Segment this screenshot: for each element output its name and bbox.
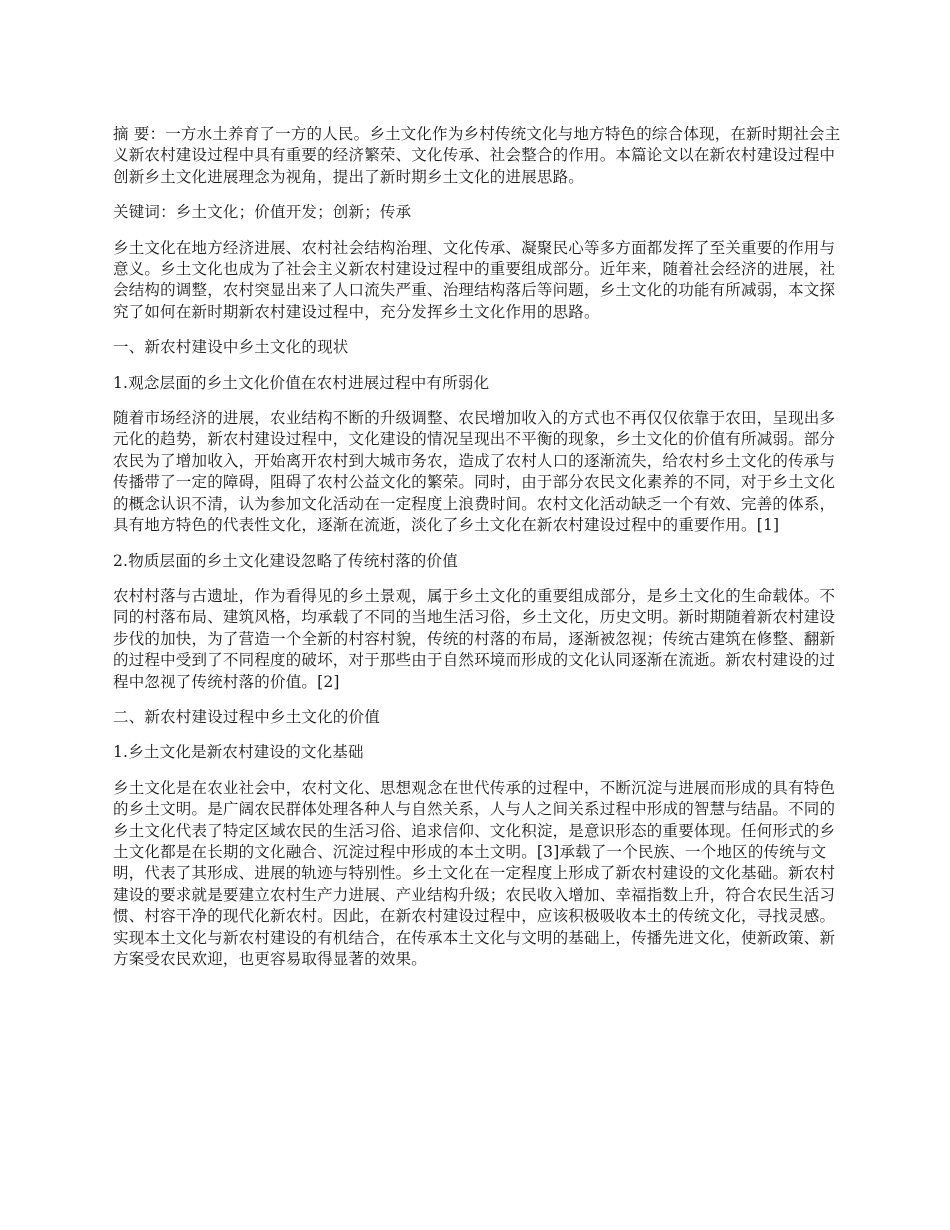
section-2-heading: 二、新农村建设过程中乡土文化的价值 (113, 707, 380, 726)
section-1-paragraph-2: 农村村落与古遗址，作为看得见的乡土景观，属于乡土文化的重要组成部分，是乡土文化的生命载体。不同的村落布局、建筑风格，均承载了不同的当地生活习俗，乡土文化，历史文明。新时期随着新农村建设步伐的加快，为了营造一个全新的村容村貌，传统的村落的布局，逐渐被忽视；传统古建筑在修整、翻新的过程中受到了不同程度的破坏，对于那些由于自然环境而形成的文化认同逐渐在流逝。新农村建设的过程中忽视了传统村落的价值。[2] (113, 586, 836, 691)
intro-paragraph: 乡土文化在地方经济进展、农村社会结构治理、文化传承、凝聚民心等多方面都发挥了至关重要的作用与意义。乡土文化也成为了社会主义新农村建设过程中的重要组成部分。近年来，随着社会经济的进展，社会结构的调整，农村突显出来了人口流失严重、治理结构落后等问题，乡土文化的功能有所减弱，本文探究了如何在新时期新农村建设过程中，充分发挥乡土文化作用的思路。 (113, 238, 836, 321)
section-2-subheading-1: 1.乡土文化是新农村建设的文化基础 (113, 743, 364, 762)
keywords-line: 关键词：乡土文化；价值开发；创新；传承 (113, 203, 412, 222)
section-1-subheading-2: 2.物质层面的乡土文化建设忽略了传统村落的价值 (113, 551, 458, 570)
section-1-subheading-1: 1.观念层面的乡土文化价值在农村进展过程中有所弱化 (113, 373, 490, 392)
section-1-heading: 一、新农村建设中乡土文化的现状 (113, 338, 349, 357)
section-2-paragraph-1: 乡土文化是在农业社会中，农村文化、思想观念在世代传承的过程中，不断沉淀与进展而形成的具有特色的乡土文明。是广阔农民群体处理各种人与自然关系，人与人之间关系过程中形成的智慧与结晶。不同的乡土文化代表了特定区域农民的生活习俗、追求信仰、文化积淀，是意识形态的重要体现。任何形式的乡土文化都是在长期的文化融合、沉淀过程中形成的本土文明。[3]承载了一个民族、一个地区的传统与文明，代表了其形成、进展的轨迹与特别性。乡土文化在一定程度上形成了新农村建设的文化基础。新农村建设的要求就是要建立农村生产力进展、产业结构升级；农民收入增加、幸福指数上升，符合农民生活习惯、村容干净的现代化新农村。因此，在新农村建设过程中，应该积极吸收本土的传统文化，寻找灵感。实现本土文化与新农村建设的有机结合，在传承本土文化与文明的基础上，传播先进文化，使新政策、新方案受农民欢迎，也更容易取得显著的效果。 (113, 778, 836, 968)
section-1-paragraph-1: 随着市场经济的进展，农业结构不断的升级调整、农民增加收入的方式也不再仅仅依靠于农田，呈现出多元化的趋势，新农村建设过程中，文化建设的情况呈现出不平衡的现象，乡土文化的价值有所减弱。部分农民为了增加收入，开始离开农村到大城市务农，造成了农村人口的逐渐流失，给农村乡土文化的传承与传播带了一定的障碍，阻碍了农村公益文化的繁荣。同时，由于部分农民文化素养的不同，对于乡土文化的概念认识不清，认为参加文化活动在一定程度上浪费时间。农村文化活动缺乏一个有效、完善的体系，具有地方特色的代表性文化，逐渐在流逝，淡化了乡土文化在新农村建设过程中的重要作用。[1] (113, 409, 836, 535)
abstract-paragraph: 摘 要：一方水土养育了一方的人民。乡土文化作为乡村传统文化与地方特色的综合体现，在新时期社会主义新农村建设过程中具有重要的经济繁荣、文化传承、社会整合的作用。本篇论文以在新农村建设过程中创新乡土文化进展理念为视角，提出了新时期乡土文化的进展思路。 (113, 125, 841, 186)
document-body (113, 124, 841, 984)
